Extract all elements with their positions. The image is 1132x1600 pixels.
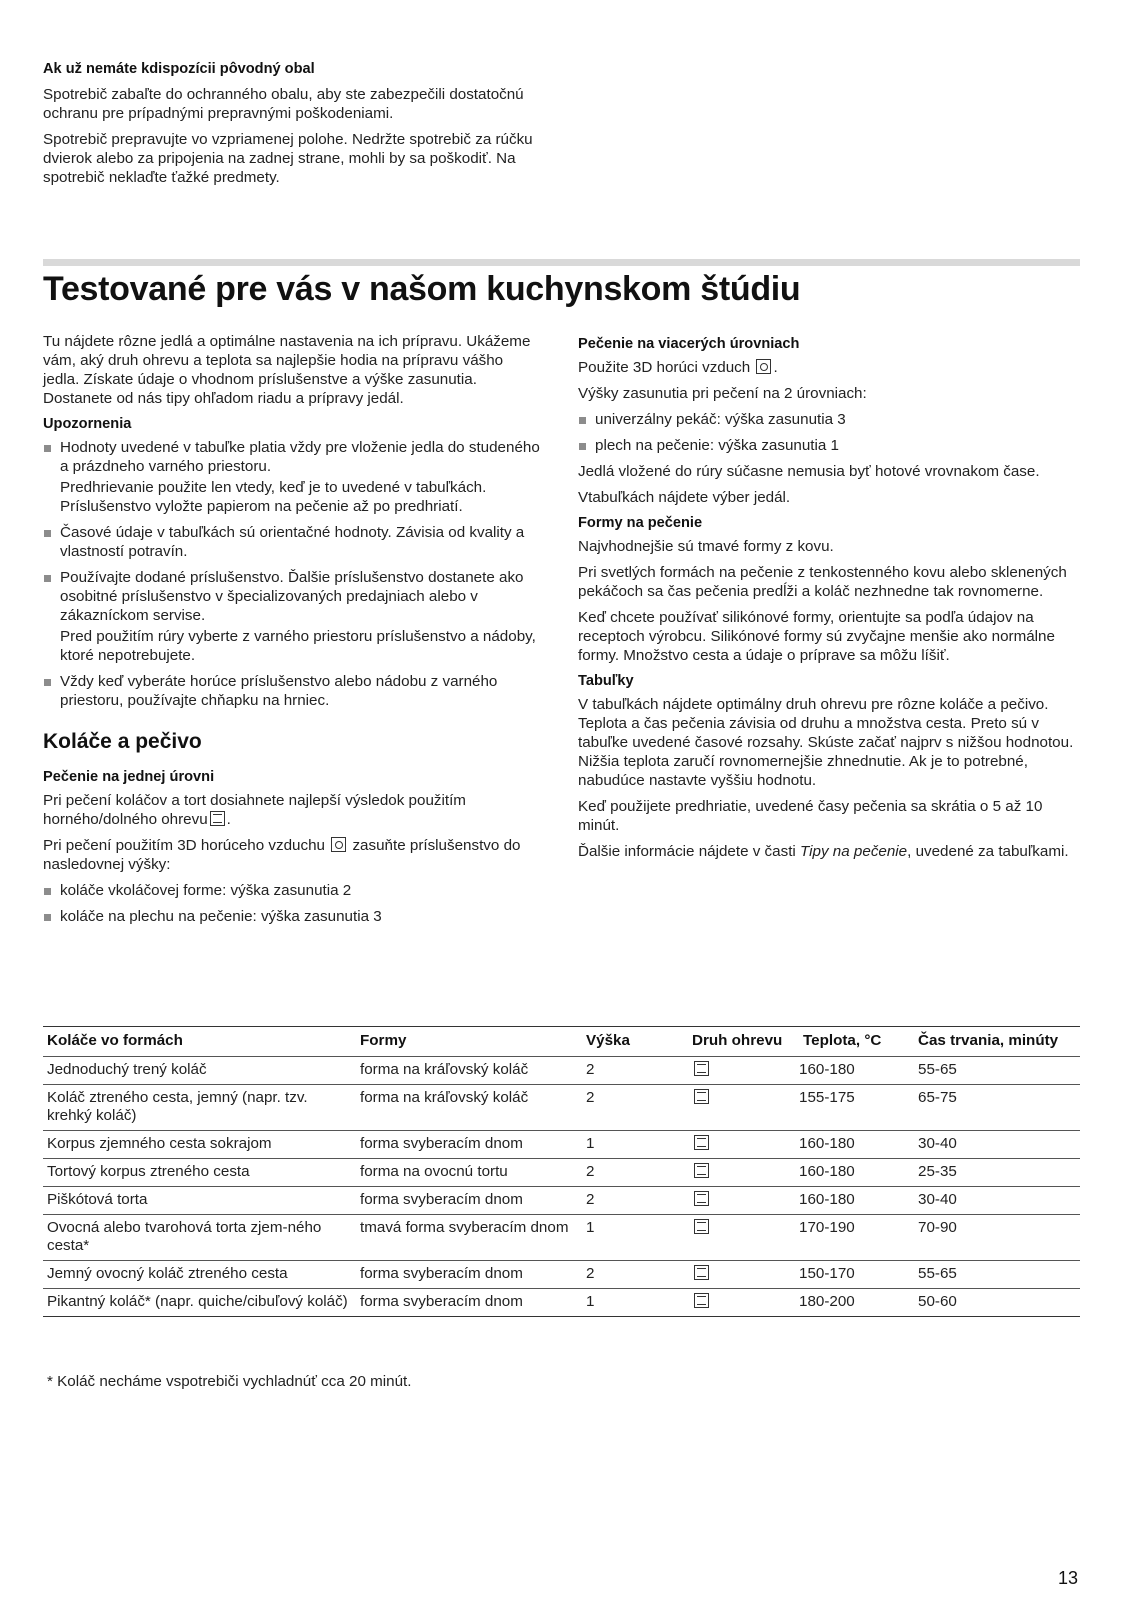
cell-heating	[688, 1159, 795, 1187]
cell-time: 25-35	[914, 1159, 1080, 1187]
cell-height: 1	[582, 1215, 688, 1261]
cell-cake: Tortový korpus ztreného cesta	[43, 1159, 356, 1187]
table-row	[43, 1187, 1080, 1215]
multi-level-paragraph-3: Jedlá vložené do rúry súčasne nemusia byť hotové vrovnakom čase.	[578, 463, 1040, 480]
cell-cake: Koláč ztreného cesta, jemný (napr. tzv. krehký koláč)	[43, 1085, 356, 1131]
top-bottom-heat-icon	[694, 1293, 709, 1308]
column-header-heating: Druh ohrevu	[688, 1027, 795, 1057]
list-item	[43, 523, 543, 561]
cell-time: 55-65	[914, 1261, 1080, 1289]
cell-heating	[688, 1085, 795, 1131]
list-item-text: Časové údaje v tabuľkách sú orientačné hodnoty. Závisia od kvality a vlastností potravín.	[60, 524, 525, 560]
cell-cake: Pikantný koláč* (napr. quiche/cibuľový koláč)	[43, 1289, 356, 1317]
top-bottom-heat-icon	[694, 1219, 709, 1234]
multi-level-paragraph-2: Výšky zasunutia pri pečení na 2 úrovniach:	[578, 385, 867, 402]
list-item: koláče vkoláčovej forme: výška zasunutia 2	[43, 881, 543, 900]
cell-height: 2	[582, 1159, 688, 1187]
baking-table	[43, 1026, 1080, 1317]
top-bottom-heat-icon	[210, 811, 225, 826]
cell-form: forma svyberacím dnom	[356, 1261, 582, 1289]
tables-paragraph-3	[578, 842, 1080, 861]
cell-temperature: 155-175	[795, 1085, 914, 1131]
top-bottom-heat-icon	[694, 1135, 709, 1150]
single-level-list	[43, 881, 543, 926]
cell-cake: Korpus zjemného cesta sokrajom	[43, 1131, 356, 1159]
cell-cake: Piškótová torta	[43, 1187, 356, 1215]
section-divider	[43, 259, 1080, 266]
cell-height: 2	[582, 1057, 688, 1085]
hot-air-3d-icon	[756, 359, 771, 374]
table-row	[43, 1085, 1080, 1131]
cell-form: forma na kráľovský koláč	[356, 1085, 582, 1131]
cell-temperature: 150-170	[795, 1261, 914, 1289]
column-header-forms: Formy	[356, 1027, 582, 1057]
cell-time: 50-60	[914, 1289, 1080, 1317]
list-item: koláče na plechu na pečenie: výška zasunutia 3	[43, 907, 543, 926]
tables-heading: Tabuľky	[578, 673, 634, 689]
single-level-paragraph-1: Pri pečení koláčov a tort dosiahnete najlepší výsledok použitím horného/dolného ohrevu .	[43, 792, 466, 828]
cell-cake: Jednoduchý trený koláč	[43, 1057, 356, 1085]
cell-height: 2	[582, 1085, 688, 1131]
column-header-height: Výška	[582, 1027, 688, 1057]
left-column	[43, 332, 543, 933]
column-header-cake: Koláče vo formách	[43, 1027, 356, 1057]
page-number: 13	[1058, 1568, 1079, 1588]
table-header-row	[43, 1027, 1080, 1057]
table-row	[43, 1215, 1080, 1261]
cell-temperature: 160-180	[795, 1187, 914, 1215]
forms-paragraph-3: Keď chcete používať silikónové formy, orientujte sa podľa údajov na receptoch výrobcu. Silikónové formy sú zvyčajne menšie ako normálne formy. Množstvo cesta a údaje o príprave sa môžu líšiť.	[578, 609, 1055, 664]
tables-text-3-italic: Tipy na pečenie	[800, 843, 908, 860]
notes-list	[43, 438, 543, 710]
cell-heating	[688, 1261, 795, 1289]
multi-level-paragraph-1: Použite 3D horúci vzduch .	[578, 359, 778, 376]
list-item-text: Hodnoty uvedené v tabuľke platia vždy pre vloženie jedla do studeného a prázdneho varného priestoru.	[60, 439, 540, 475]
list-item: univerzálny pekáč: výška zasunutia 3	[578, 410, 1080, 429]
cell-form: forma na kráľovský koláč	[356, 1057, 582, 1085]
cell-heating	[688, 1289, 795, 1317]
cell-form: forma svyberacím dnom	[356, 1187, 582, 1215]
cell-temperature: 160-180	[795, 1159, 914, 1187]
list-item-text: Používajte dodané príslušenstvo. Ďalšie príslušenstvo dostanete ako osobitné príslušenstvo v špecializovaných predajniach alebo v zákazníckom servise.	[60, 569, 524, 624]
cell-time: 30-40	[914, 1187, 1080, 1215]
table-row	[43, 1289, 1080, 1317]
column-header-time: Čas trvania, minúty	[914, 1027, 1080, 1057]
cell-form: forma svyberacím dnom	[356, 1289, 582, 1317]
table-row	[43, 1261, 1080, 1289]
cell-heating	[688, 1215, 795, 1261]
multi-level-heading: Pečenie na viacerých úrovniach	[578, 336, 800, 352]
tables-paragraph-1: V tabuľkách nájdete optimálny druh ohrevu pre rôzne koláče a pečivo. Teplota a čas pečenia závisia od druhu a množstva cesta. Preto sú v tabuľke uvedené časové rozsahy. Skúste začať najprv s nižšou hodnotou. Nižšia teplota zaručí rovnomernejšie zhnednutie. Ak je to potrebné, nabudúce nastavte vyššiu hodnotu.	[578, 696, 1074, 789]
section-title: Koláče a pečivo	[43, 730, 202, 753]
list-item	[43, 568, 543, 665]
page-title: Testované pre vás v našom kuchynskom štúdiu	[43, 270, 801, 308]
cell-time: 70-90	[914, 1215, 1080, 1261]
packaging-heading: Ak už nemáte kdispozícii pôvodný obal	[43, 61, 315, 77]
tables-paragraph-2: Keď použijete predhriatie, uvedené časy pečenia sa skrátia o 5 až 10 minút.	[578, 798, 1043, 834]
cell-temperature: 170-190	[795, 1215, 914, 1261]
cell-heating	[688, 1131, 795, 1159]
cell-temperature: 180-200	[795, 1289, 914, 1317]
column-header-temperature: Teplota, °C	[795, 1027, 914, 1057]
top-bottom-heat-icon	[694, 1191, 709, 1206]
cell-heating	[688, 1187, 795, 1215]
cell-temperature: 160-180	[795, 1057, 914, 1085]
cell-height: 2	[582, 1261, 688, 1289]
multi-level-text-1: Použite 3D horúci vzduch	[578, 359, 751, 376]
table-row	[43, 1057, 1080, 1085]
single-level-text-2b: zasuňte príslušenstvo do nasledovnej výšky:	[43, 837, 521, 873]
forms-heading: Formy na pečenie	[578, 515, 703, 531]
multi-level-paragraph-4: Vtabuľkách nájdete výber jedál.	[578, 489, 791, 506]
list-item-text: Vždy keď vyberáte horúce príslušenstvo alebo nádobu z varného priestoru, používajte chňapku na hrniec.	[60, 673, 498, 709]
single-level-text-1: Pri pečení koláčov a tort dosiahnete najlepší výsledok použitím horného/dolného ohrevu	[43, 792, 466, 828]
list-item-continuation: Pred použitím rúry vyberte z varného priestoru príslušenstvo a nádoby, ktoré nepotrebujete.	[60, 628, 536, 664]
list-item-continuation: Predhrievanie použite len vtedy, keď je to uvedené v tabuľkách. Príslušenstvo vyložte papierom na pečenie až po predhriatí.	[60, 479, 487, 515]
top-bottom-heat-icon	[694, 1163, 709, 1178]
list-item: plech na pečenie: výška zasunutia 1	[578, 436, 1080, 455]
cell-height: 1	[582, 1289, 688, 1317]
cell-cake: Jemný ovocný koláč ztreného cesta	[43, 1261, 356, 1289]
top-bottom-heat-icon	[694, 1089, 709, 1104]
hot-air-3d-icon	[331, 837, 346, 852]
packaging-section	[43, 60, 548, 194]
forms-paragraph-1: Najvhodnejšie sú tmavé formy z kovu.	[578, 538, 834, 555]
cell-height: 1	[582, 1131, 688, 1159]
list-item	[43, 672, 543, 710]
packaging-paragraph-2: Spotrebič prepravujte vo vzpriamenej polohe. Nedržte spotrebič za rúčku dvierok alebo za pripojenia na zadnej strane, mohli by sa poškodiť. Na spotrebič neklaďte ťažké predmety.	[43, 131, 533, 186]
packaging-paragraph-1: Spotrebič zabaľte do ochranného obalu, aby ste zabezpečili dostatočnú ochranu pre prípadnými prepravnými poškodeniami.	[43, 86, 524, 122]
single-level-heading: Pečenie na jednej úrovni	[43, 769, 215, 785]
list-item	[43, 438, 543, 516]
cell-time: 65-75	[914, 1085, 1080, 1131]
tables-text-3a: Ďalšie informácie nájdete v časti	[578, 843, 796, 860]
notes-heading: Upozornenia	[43, 416, 132, 432]
top-bottom-heat-icon	[694, 1265, 709, 1280]
cell-heating	[688, 1057, 795, 1085]
intro-paragraph: Tu nájdete rôzne jedlá a optimálne nastavenia na ich prípravu. Ukážeme vám, aký druh ohrevu a teplota sa najlepšie hodia na prípravu vášho jedla. Získate údaje o vhodnom príslušenstve a výške zasunutia. Dostanete od nás tipy ohľadom riadu a prípravy jedál.	[43, 333, 531, 407]
table-footnote: * Koláč necháme vspotrebiči vychladnúť cca 20 minút.	[47, 1373, 412, 1390]
single-level-paragraph-2	[43, 836, 543, 874]
cell-temperature: 160-180	[795, 1131, 914, 1159]
tables-text-3b: , uvedené za tabuľkami.	[907, 843, 1069, 860]
right-column	[578, 335, 1080, 868]
cell-form: forma na ovocnú tortu	[356, 1159, 582, 1187]
cell-time: 30-40	[914, 1131, 1080, 1159]
top-bottom-heat-icon	[694, 1061, 709, 1076]
forms-paragraph-2: Pri svetlých formách na pečenie z tenkostenného kovu alebo sklenených pekáčoch sa čas pečenia predĺži a koláč nezhnedne tak rovnomerne.	[578, 564, 1067, 600]
single-level-text-2a: Pri pečení použitím 3D horúceho vzduchu	[43, 837, 325, 854]
multi-level-list	[578, 410, 1080, 455]
cell-time: 55-65	[914, 1057, 1080, 1085]
cell-height: 2	[582, 1187, 688, 1215]
cell-form: tmavá forma svyberacím dnom	[356, 1215, 582, 1261]
cell-form: forma svyberacím dnom	[356, 1131, 582, 1159]
cell-cake: Ovocná alebo tvarohová torta zjem-ného cesta*	[43, 1215, 356, 1261]
table-row	[43, 1131, 1080, 1159]
table-row	[43, 1159, 1080, 1187]
